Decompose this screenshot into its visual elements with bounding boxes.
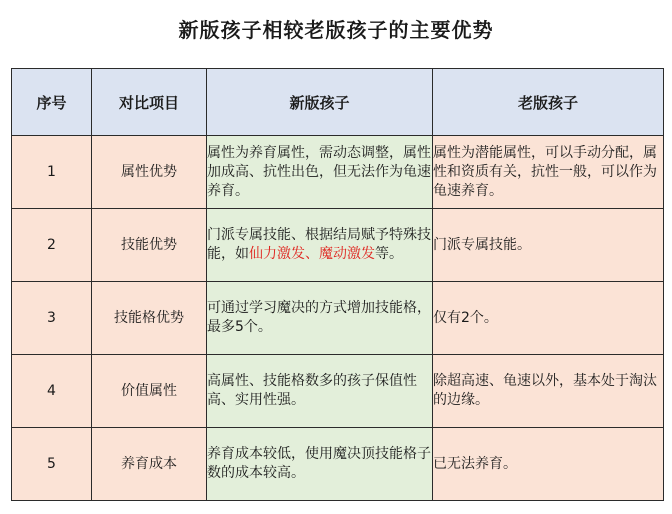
- row-new-version: 属性为养育属性，需动态调整，属性加成高、抗性出色，但无法作为龟速养育。: [207, 136, 433, 209]
- row-new-version: 高属性、技能格数多的孩子保值性高、实用性强。: [207, 355, 433, 428]
- row-old-version: 属性为潜能属性，可以手动分配，属性和资质有关，抗性一般，可以作为龟速养育。: [433, 136, 664, 209]
- comparison-table: [11, 68, 664, 501]
- table-row: [12, 136, 664, 209]
- header-new-version: 新版孩子: [207, 69, 433, 136]
- highlight-text: 仙力激发、魔动激发: [249, 246, 375, 262]
- row-item: 属性优势: [92, 136, 207, 209]
- row-old-version: 仅有2个。: [433, 282, 664, 355]
- row-item: 养育成本: [92, 428, 207, 501]
- row-old-version: 已无法养育。: [433, 428, 664, 501]
- new-text-prefix: 门派专属技能、根据结局赋予特殊技能，如: [207, 227, 431, 262]
- new-text-suffix: 等。: [375, 246, 403, 262]
- row-index: 3: [12, 282, 92, 355]
- row-old-version: 除超高速、龟速以外，基本处于淘汰的边缘。: [433, 355, 664, 428]
- row-index: 4: [12, 355, 92, 428]
- row-item: 技能优势: [92, 209, 207, 282]
- table-header-row: [12, 69, 664, 136]
- row-index: 2: [12, 209, 92, 282]
- row-item: 技能格优势: [92, 282, 207, 355]
- header-old-version: 老版孩子: [433, 69, 664, 136]
- row-new-version: 养育成本较低，使用魔决顶技能格子数的成本较高。: [207, 428, 433, 501]
- table-row: [12, 355, 664, 428]
- table-row: [12, 209, 664, 282]
- table-row: [12, 282, 664, 355]
- header-index: 序号: [12, 69, 92, 136]
- row-index: 5: [12, 428, 92, 501]
- row-new-version: [207, 209, 433, 282]
- page-title: 新版孩子相较老版孩子的主要优势: [178, 18, 494, 42]
- row-old-version: 门派专属技能。: [433, 209, 664, 282]
- row-item: 价值属性: [92, 355, 207, 428]
- header-item: 对比项目: [92, 69, 207, 136]
- row-index: 1: [12, 136, 92, 209]
- row-new-version: 可通过学习魔决的方式增加技能格，最多5个。: [207, 282, 433, 355]
- table-row: [12, 428, 664, 501]
